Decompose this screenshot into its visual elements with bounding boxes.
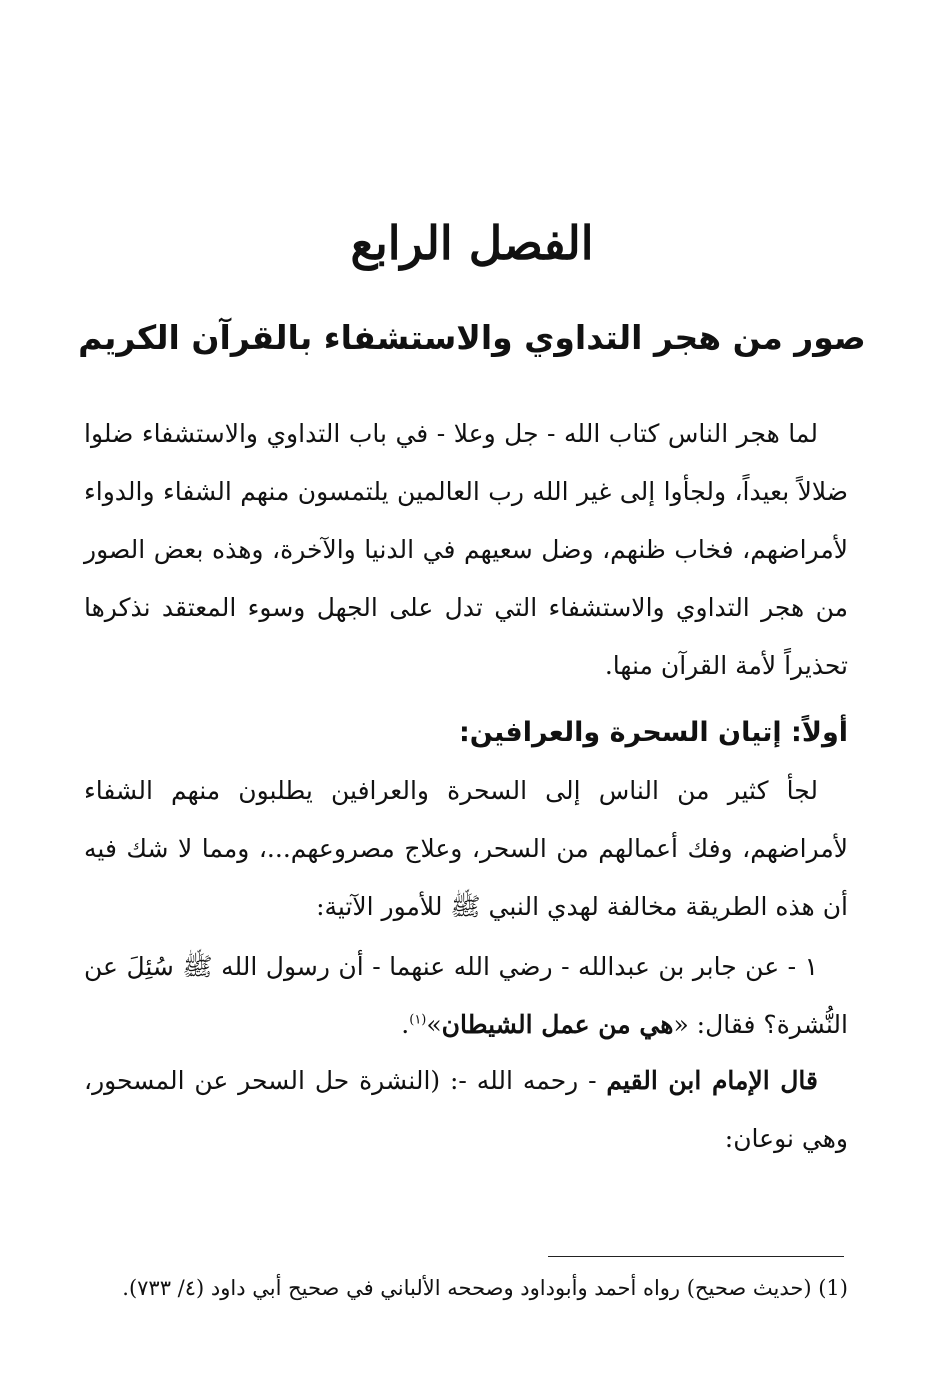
hadith-text: ١ - عن جابر بن عبدالله - رضي الله عنهما - أن رسول الله ﷺ سُئِلَ عن النُّشرة؟ فقال: « — [84, 952, 848, 1039]
section-paragraph: لجأ كثير من الناس إلى السحرة والعرافين يطلبون منهم الشفاء لأمراضهم، وفك أعمالهم من السحر، وعلاج مصروعهم...، ومما لا شك فيه أن هذه الطريقة مخالفة لهدي النبي ﷺ للأمور الآتية: — [84, 776, 848, 921]
footnote-reference[interactable]: (١) — [409, 1012, 427, 1028]
hadith-end: . — [401, 1010, 410, 1039]
chapter-subtitle: صور من هجر التداوي والاستشفاء بالقرآن الكريم — [78, 318, 866, 357]
quote-paragraph — [84, 1052, 848, 1168]
section-heading: أولاً: إتيان السحرة والعرافين: — [458, 717, 848, 748]
quote-text: - رحمه الله -: (النشرة حل السحر عن المسحور، وهي نوعان: — [84, 1066, 848, 1153]
hadith-quote: هي من عمل الشيطان — [441, 1010, 674, 1039]
hadith-paragraph — [84, 938, 848, 1054]
intro-paragraph: لما هجر الناس كتاب الله - جل وعلا - في باب التداوي والاستشفاء ضلوا ضلالاً بعيداً، ولجأوا إلى غير الله رب العالمين يلتمسون منهم الشفاء والدواء لأمراضهم، فخاب ظنهم، وضل سعيهم في الدنيا والآخرة، وهذه بعض الصور من هجر التداوي والاستشفاء التي تدل على الجهل وسوء المعتقد نذكرها تحذيراً لأمة القرآن منها. — [84, 419, 848, 680]
footnote: (1) (حديث صحيح) رواه أحمد وأبوداود وصححه الألباني في صحيح أبي داود (٤/ ٧٣٣). — [122, 1276, 848, 1300]
footnote-divider — [548, 1256, 844, 1257]
hadith-close: » — [426, 1010, 442, 1039]
chapter-title: الفصل الرابع — [350, 216, 594, 270]
quote-speaker: قال الإمام ابن القيم — [606, 1066, 818, 1095]
